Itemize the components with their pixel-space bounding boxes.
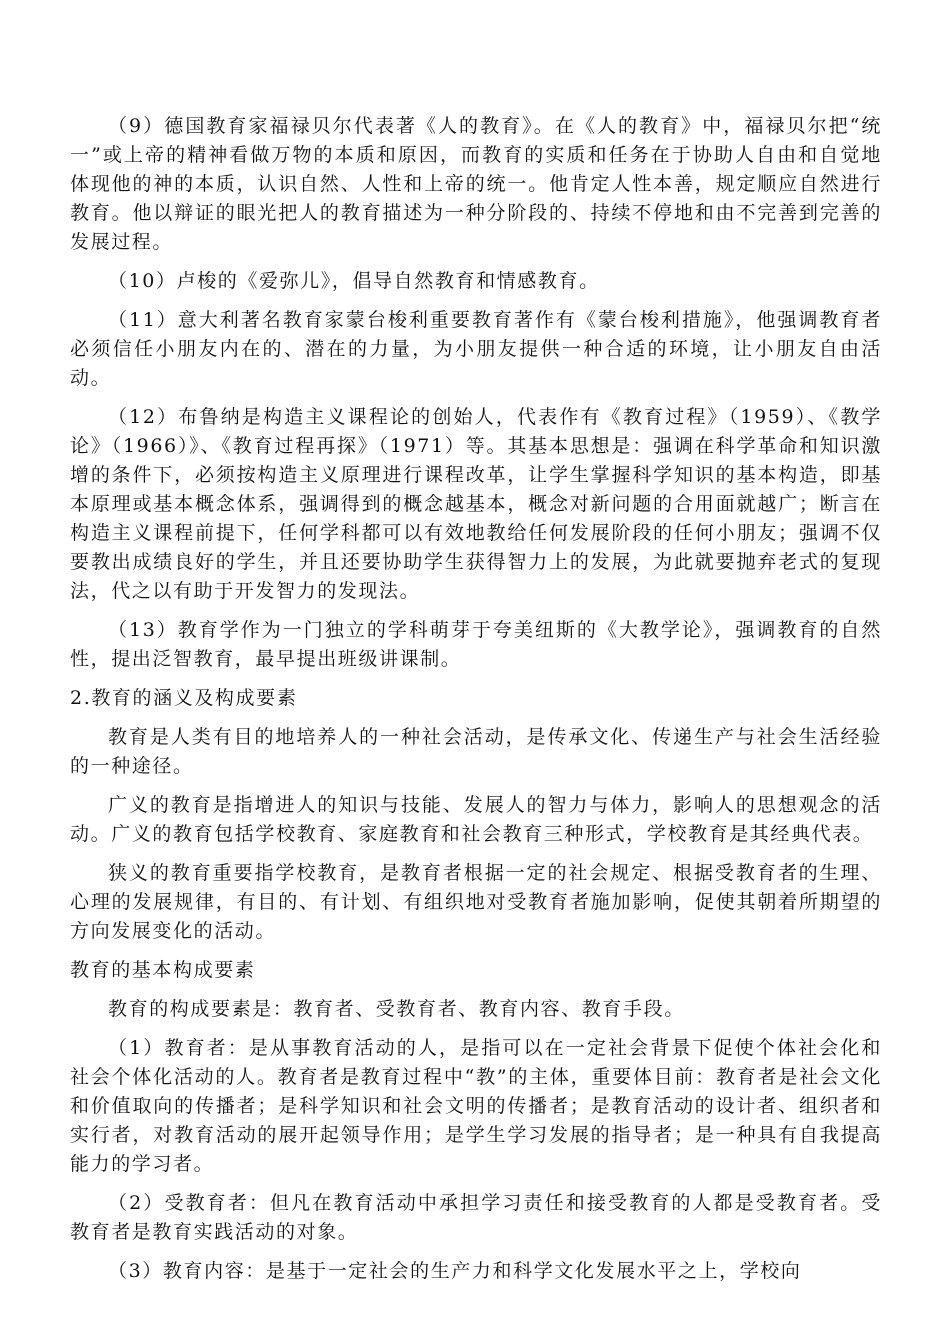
paragraph-bruner: （12）布鲁纳是构造主义课程论的创始人，代表作有《教育过程》（1959）、《教学论》（1966）》、《教育过程再探》（1971）等。其基本思想是：强调在科学革命和知识激增的条件下，必须按构造主义原理进行课程改革，让学生掌握科学知识的基本构造，即基本原理或基本概念体系，强调得到的概念越基本，概念对新问题的合用面就越广；断言在构造主义课程前提下，任何学科都可以有效地教给任何发展阶段的任何小朋友；强调不仅要教出成绩良好的学生，并且还要协助学生获得智力上的发展，为此就要抛弃老式的复现法，代之以有助于开发智力的发现法。	[70, 406, 882, 602]
paragraph-elements-list: 教育的构成要素是：教育者、受教育者、教育内容、教育手段。	[108, 998, 685, 1020]
paragraph-froebel: （9）德国教育家福禄贝尔代表著《人的教育》。在《人的教育》中，福禄贝尔把“统一”或上帝的精神看做万物的本质和原因，而教育的实质和任务在于协助人自由和自觉地体现他的神的本质，认识自然、人性和上帝的统一。他肯定人性本善，规定顺应自然进行教育。他以辩证的眼光把人的教育描述为一种分阶段的、持续不停地和由不完善到完善的发展过程。	[70, 115, 882, 253]
paragraph-education-definition: 教育是人类有目的地培养人的一种社会活动，是传承文化、传递生产与社会生活经验的一种途径。	[70, 726, 882, 777]
document-page	[70, 112, 882, 1296]
paragraph-rousseau: （10）卢梭的《爱弥儿》，倡导自然教育和情感教育。	[108, 270, 600, 292]
section-heading-education-meaning: 2.教育的涵义及构成要素	[70, 687, 298, 709]
paragraph-broad-education: 广义的教育是指增进人的知识与技能、发展人的智力与体力，影响人的思想观念的活动。广义的教育包括学校教育、家庭教育和社会教育三种形式，学校教育是其经典代表。	[70, 794, 882, 845]
paragraph-educator: （1）教育者：是从事教育活动的人，是指可以在一定社会背景下促使个体社会化和社会个体化活动的人。教育者是教育过程中“教”的主体，重要体目前：教育者是社会文化和价值取向的传播者；是科学知识和社会文明的传播者；是教育活动的设计者、组织者和实行者，对教育活动的展开起领导作用；是学生学习发展的指导者；是一种具有自我提高能力的学习者。	[70, 1037, 882, 1175]
paragraph-comenius: （13）教育学作为一门独立的学科萌芽于夸美纽斯的《大教学论》，强调教育的自然性，提出泛智教育，最早提出班级讲课制。	[70, 619, 882, 670]
section-heading-basic-elements: 教育的基本构成要素	[70, 959, 256, 981]
paragraph-montessori: （11）意大利著名教育家蒙台梭利重要教育著作有《蒙台梭利措施》，他强调教育者必须信任小朋友内在的、潜在的力量，为小朋友提供一种合适的环境，让小朋友自由活动。	[70, 309, 882, 389]
paragraph-narrow-education: 狭义的教育重要指学校教育，是教育者根据一定的社会规定、根据受教育者的生理、心理的发展规律，有目的、有计划、有组织地对受教育者施加影响，促使其朝着所期望的方向发展变化的活动。	[70, 862, 882, 942]
paragraph-content: （3）教育内容：是基于一定社会的生产力和科学文化发展水平之上，学校向	[108, 1260, 802, 1282]
paragraph-learner: （2）受教育者：但凡在教育活动中承担学习责任和接受教育的人都是受教育者。受教育者是教育实践活动的对象。	[70, 1192, 882, 1243]
